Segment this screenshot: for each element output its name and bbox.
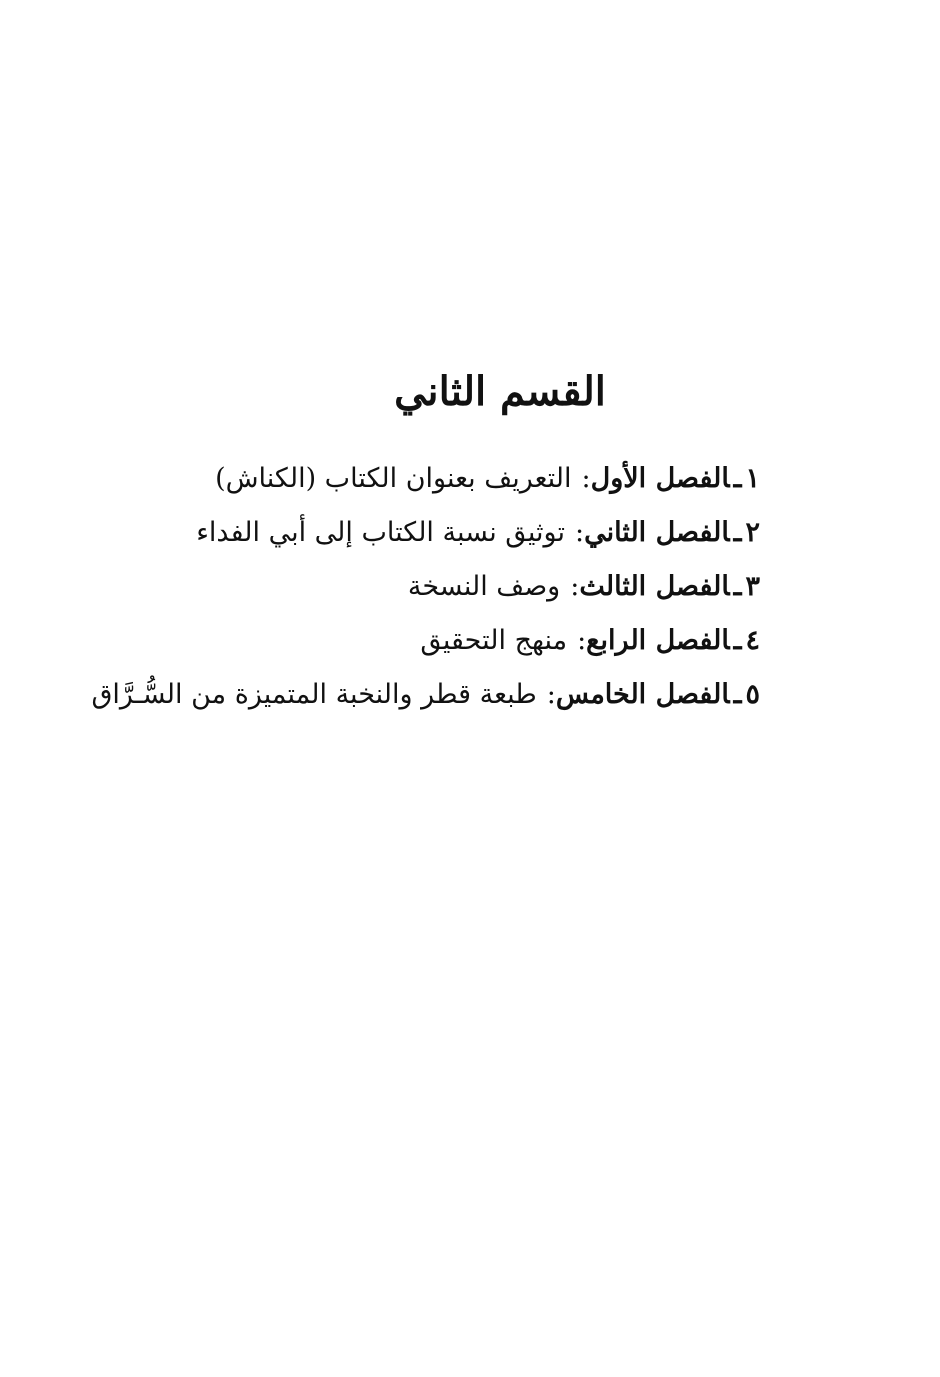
section-title: القسم الثاني (394, 368, 606, 415)
toc-item-number: ٥ (745, 679, 760, 710)
toc-item-colon: : (574, 517, 585, 548)
toc-item-description: التعريف بعنوان الكتاب (الكناش) (215, 463, 572, 494)
toc-item-description: منهج التحقيق (420, 625, 568, 656)
toc-item-5 (91, 668, 760, 722)
toc-item-number: ٣ (745, 571, 760, 602)
toc-item-dash: ـ (733, 571, 742, 602)
toc-item-chapter: الفصل الثالث (579, 571, 730, 602)
toc-item-1 (140, 452, 760, 506)
toc-item-colon: : (577, 625, 587, 656)
toc-item-4 (140, 614, 760, 668)
table-of-contents (91, 452, 760, 722)
toc-item-description: توثيق نسبة الكتاب إلى أبي الفداء (196, 517, 565, 548)
toc-item-description: طبعة قطر والنخبة المتميزة من السُّـرَّاق (91, 679, 537, 710)
toc-item-dash: ـ (733, 625, 742, 656)
toc-item-chapter: الفصل الرابع (586, 625, 730, 656)
toc-item-chapter: الفصل الخامس (555, 679, 730, 710)
toc-item-2 (140, 506, 760, 560)
toc-item-chapter: الفصل الأول (590, 463, 730, 494)
toc-item-number: ١ (745, 463, 760, 494)
toc-item-description: وصف النسخة (407, 571, 561, 602)
toc-item-3 (140, 560, 760, 614)
toc-item-colon: : (581, 463, 591, 494)
toc-item-dash: ـ (733, 517, 742, 548)
toc-item-number: ٢ (745, 517, 760, 548)
toc-item-colon: : (570, 571, 580, 602)
toc-item-number: ٤ (745, 625, 760, 656)
toc-item-dash: ـ (733, 463, 742, 494)
toc-item-dash: ـ (733, 679, 742, 710)
toc-item-chapter: الفصل الثاني (584, 517, 730, 548)
toc-item-colon: : (546, 679, 556, 710)
